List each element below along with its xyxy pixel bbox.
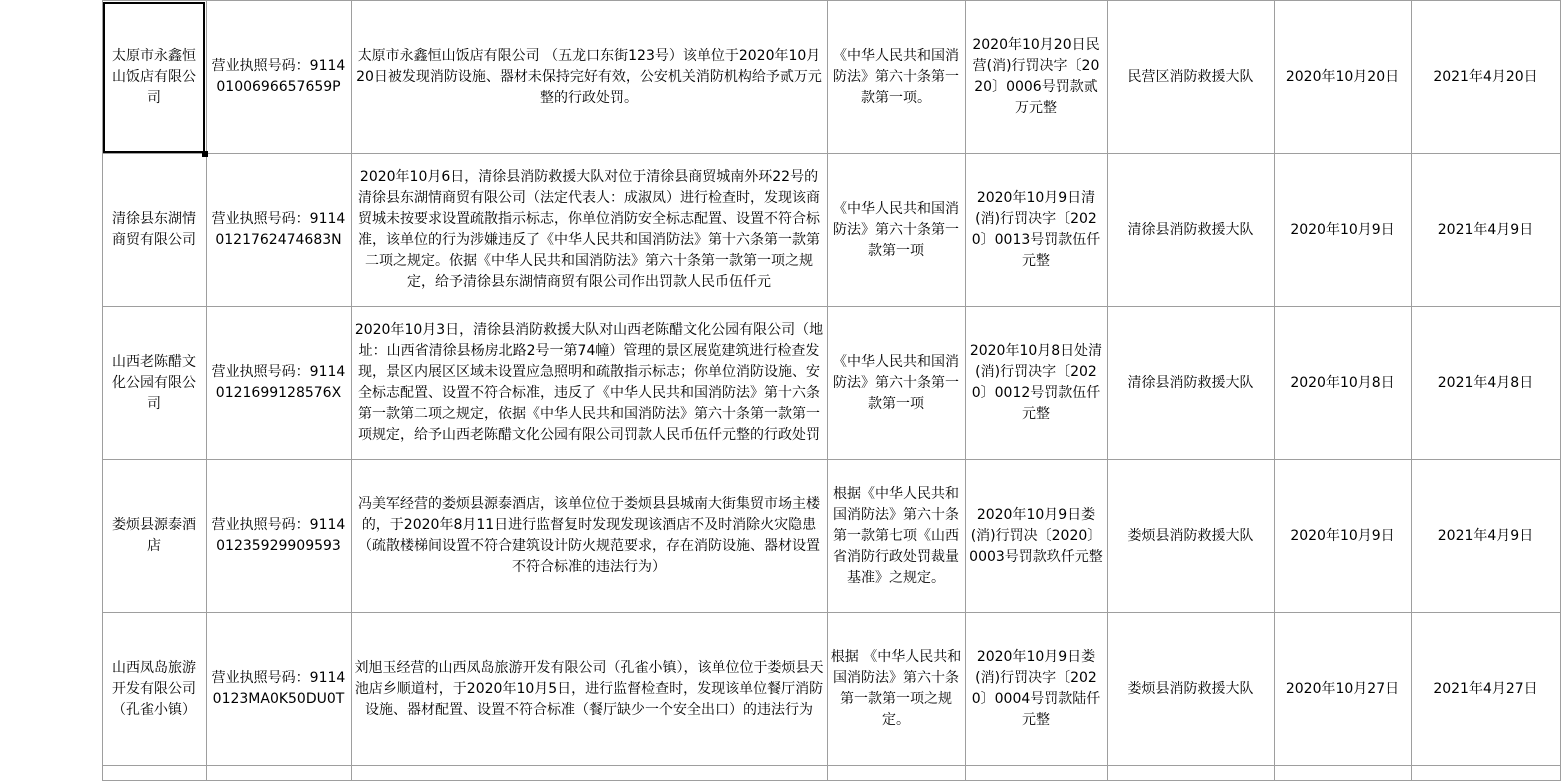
date-cell[interactable]: 2020年10月8日 — [1274, 307, 1411, 460]
row-gutter — [0, 307, 102, 460]
description-cell[interactable] — [351, 154, 827, 307]
table-row — [0, 1, 1560, 154]
company-cell[interactable]: 太原市永鑫恒山饭店有限公司 — [102, 1, 206, 154]
expiry-cell[interactable]: 2021年4月27日 — [1411, 613, 1560, 766]
expiry-cell[interactable]: 2021年4月8日 — [1411, 307, 1560, 460]
empty-cell[interactable] — [827, 766, 965, 781]
company-cell[interactable]: 娄烦县源泰酒店 — [102, 460, 206, 613]
authority-cell[interactable]: 娄烦县消防救援大队 — [1107, 613, 1274, 766]
company-cell[interactable]: 清徐县东湖情商贸有限公司 — [102, 154, 206, 307]
company-cell[interactable]: 山西老陈醋文化公园有限公司 — [102, 307, 206, 460]
empty-cell[interactable] — [1411, 766, 1560, 781]
table-row — [0, 154, 1560, 307]
table-row-partial — [0, 766, 1560, 781]
empty-cell[interactable] — [102, 766, 206, 781]
empty-cell[interactable] — [1274, 766, 1411, 781]
empty-cell[interactable] — [1107, 766, 1274, 781]
row-gutter — [0, 460, 102, 613]
license-cell[interactable]: 营业执照号码：91140123MA0K50DU0T — [206, 613, 351, 766]
empty-cell[interactable] — [206, 766, 351, 781]
description-text: 2020年10月3日，清徐县消防救援大队对山西老陈醋文化公园有限公司（地址：山西省清徐县杨房北路2号一第74幢）管理的景区展览建筑进行检查发现，景区内展区区域未设置应急照明和疏散指示标志；你单位消防设施、安全标志配置、设置不符合标准，违反了《中华人民共和国消防法》第十六条第一款第二项之规定，依据《中华人民共和国消防法》第六十条第一款第一项规定，给予山西老陈醋文化公园有限公司罚款人民币伍仟元整的行政处罚 — [354, 322, 824, 443]
authority-cell[interactable]: 民营区消防救援大队 — [1107, 1, 1274, 154]
date-cell[interactable]: 2020年10月27日 — [1274, 613, 1411, 766]
authority-cell[interactable]: 清徐县消防救援大队 — [1107, 154, 1274, 307]
description-cell[interactable] — [351, 307, 827, 460]
authority-cell[interactable]: 清徐县消防救援大队 — [1107, 307, 1274, 460]
basis-cell[interactable]: 《中华人民共和国消防法》第六十条第一款第一项 — [827, 307, 965, 460]
decision-cell[interactable]: 2020年10月9日娄(消)行罚决〔2020〕0003号罚款玖仟元整 — [965, 460, 1107, 613]
description-cell[interactable]: 冯美军经营的娄烦县源泰酒店，该单位位于娄烦县县城南大街集贸市场主楼的，于2020年8月11日进行监督复时发现发现该酒店不及时消除火灾隐患（疏散楼梯间设置不符合建筑设计防火规范要求，存在消防设施、器材设置不符合标准的违法行为） — [351, 460, 827, 613]
expiry-cell[interactable]: 2021年4月20日 — [1411, 1, 1560, 154]
license-cell[interactable]: 营业执照号码：91140100696657659P — [206, 1, 351, 154]
table-row — [0, 307, 1560, 460]
row-gutter — [0, 613, 102, 766]
description-cell[interactable]: 太原市永鑫恒山饭店有限公司 （五龙口东街123号）该单位于2020年10月20日被发现消防设施、器材未保持完好有效，公安机关消防机构给予贰万元整的行政处罚。 — [351, 1, 827, 154]
empty-cell[interactable] — [351, 766, 827, 781]
basis-cell[interactable]: 根据《中华人民共和国消防法》第六十条第一款第七项《山西省消防行政处罚裁量基准》之规定。 — [827, 460, 965, 613]
license-cell[interactable]: 营业执照号码：911401235929909593 — [206, 460, 351, 613]
expiry-cell[interactable]: 2021年4月9日 — [1411, 460, 1560, 613]
expiry-cell[interactable]: 2021年4月9日 — [1411, 154, 1560, 307]
description-cell[interactable]: 刘旭玉经营的山西凤岛旅游开发有限公司（孔雀小镇），该单位位于娄烦县天池店乡顺道村，于2020年10月5日，进行监督检查时，发现该单位餐厅消防设施、器材配置、设置不符合标准（餐厅缺少一个安全出口）的违法行为 — [351, 613, 827, 766]
date-cell[interactable]: 2020年10月9日 — [1274, 460, 1411, 613]
fill-handle[interactable] — [202, 151, 208, 157]
row-gutter — [0, 1, 102, 154]
row-gutter — [0, 154, 102, 307]
description-text: 2020年10月6日，清徐县消防救援大队对位于清徐县商贸城南外环22号的清徐县东湖情商贸有限公司（法定代表人：成淑凤）进行检查时，发现该商贸城未按要求设置疏散指示标志，你单位消防安全标志配置、设置不符合标准，该单位的行为涉嫌违反了《中华人民共和国消防法》第十六条第一款第二项之规定。依据《中华人民共和国消防法》第六十条第一款第一项之规定，给予清徐县东湖情商贸有限公司作出罚款人民币伍仟元 — [358, 169, 820, 290]
company-cell[interactable]: 山西凤岛旅游开发有限公司（孔雀小镇） — [102, 613, 206, 766]
row-gutter — [0, 766, 102, 781]
date-cell[interactable]: 2020年10月9日 — [1274, 154, 1411, 307]
basis-cell[interactable]: 《中华人民共和国消防法》第六十条第一款第一项 — [827, 154, 965, 307]
decision-cell[interactable]: 2020年10月9日娄(消)行罚决字〔2020〕0004号罚款陆仟元整 — [965, 613, 1107, 766]
table-row — [0, 613, 1560, 766]
basis-cell[interactable]: 根据 《中华人民共和国消防法》第六十条第一款第一项之规 定。 — [827, 613, 965, 766]
date-cell[interactable]: 2020年10月20日 — [1274, 1, 1411, 154]
decision-cell[interactable]: 2020年10月8日处清(消)行罚决字〔2020〕0012号罚款伍仟元整 — [965, 307, 1107, 460]
authority-cell[interactable]: 娄烦县消防救援大队 — [1107, 460, 1274, 613]
license-cell[interactable]: 营业执照号码：91140121699128576X — [206, 307, 351, 460]
decision-cell[interactable]: 2020年10月9日清(消)行罚决字〔2020〕0013号罚款伍仟元整 — [965, 154, 1107, 307]
empty-cell[interactable] — [965, 766, 1107, 781]
decision-cell[interactable]: 2020年10月20日民营(消)行罚决字〔2020〕0006号罚款贰万元整 — [965, 1, 1107, 154]
table-row — [0, 460, 1560, 613]
basis-cell[interactable]: 《中华人民共和国消防法》第六十条第一款第一项。 — [827, 1, 965, 154]
license-cell[interactable]: 营业执照号码：91140121762474683N — [206, 154, 351, 307]
